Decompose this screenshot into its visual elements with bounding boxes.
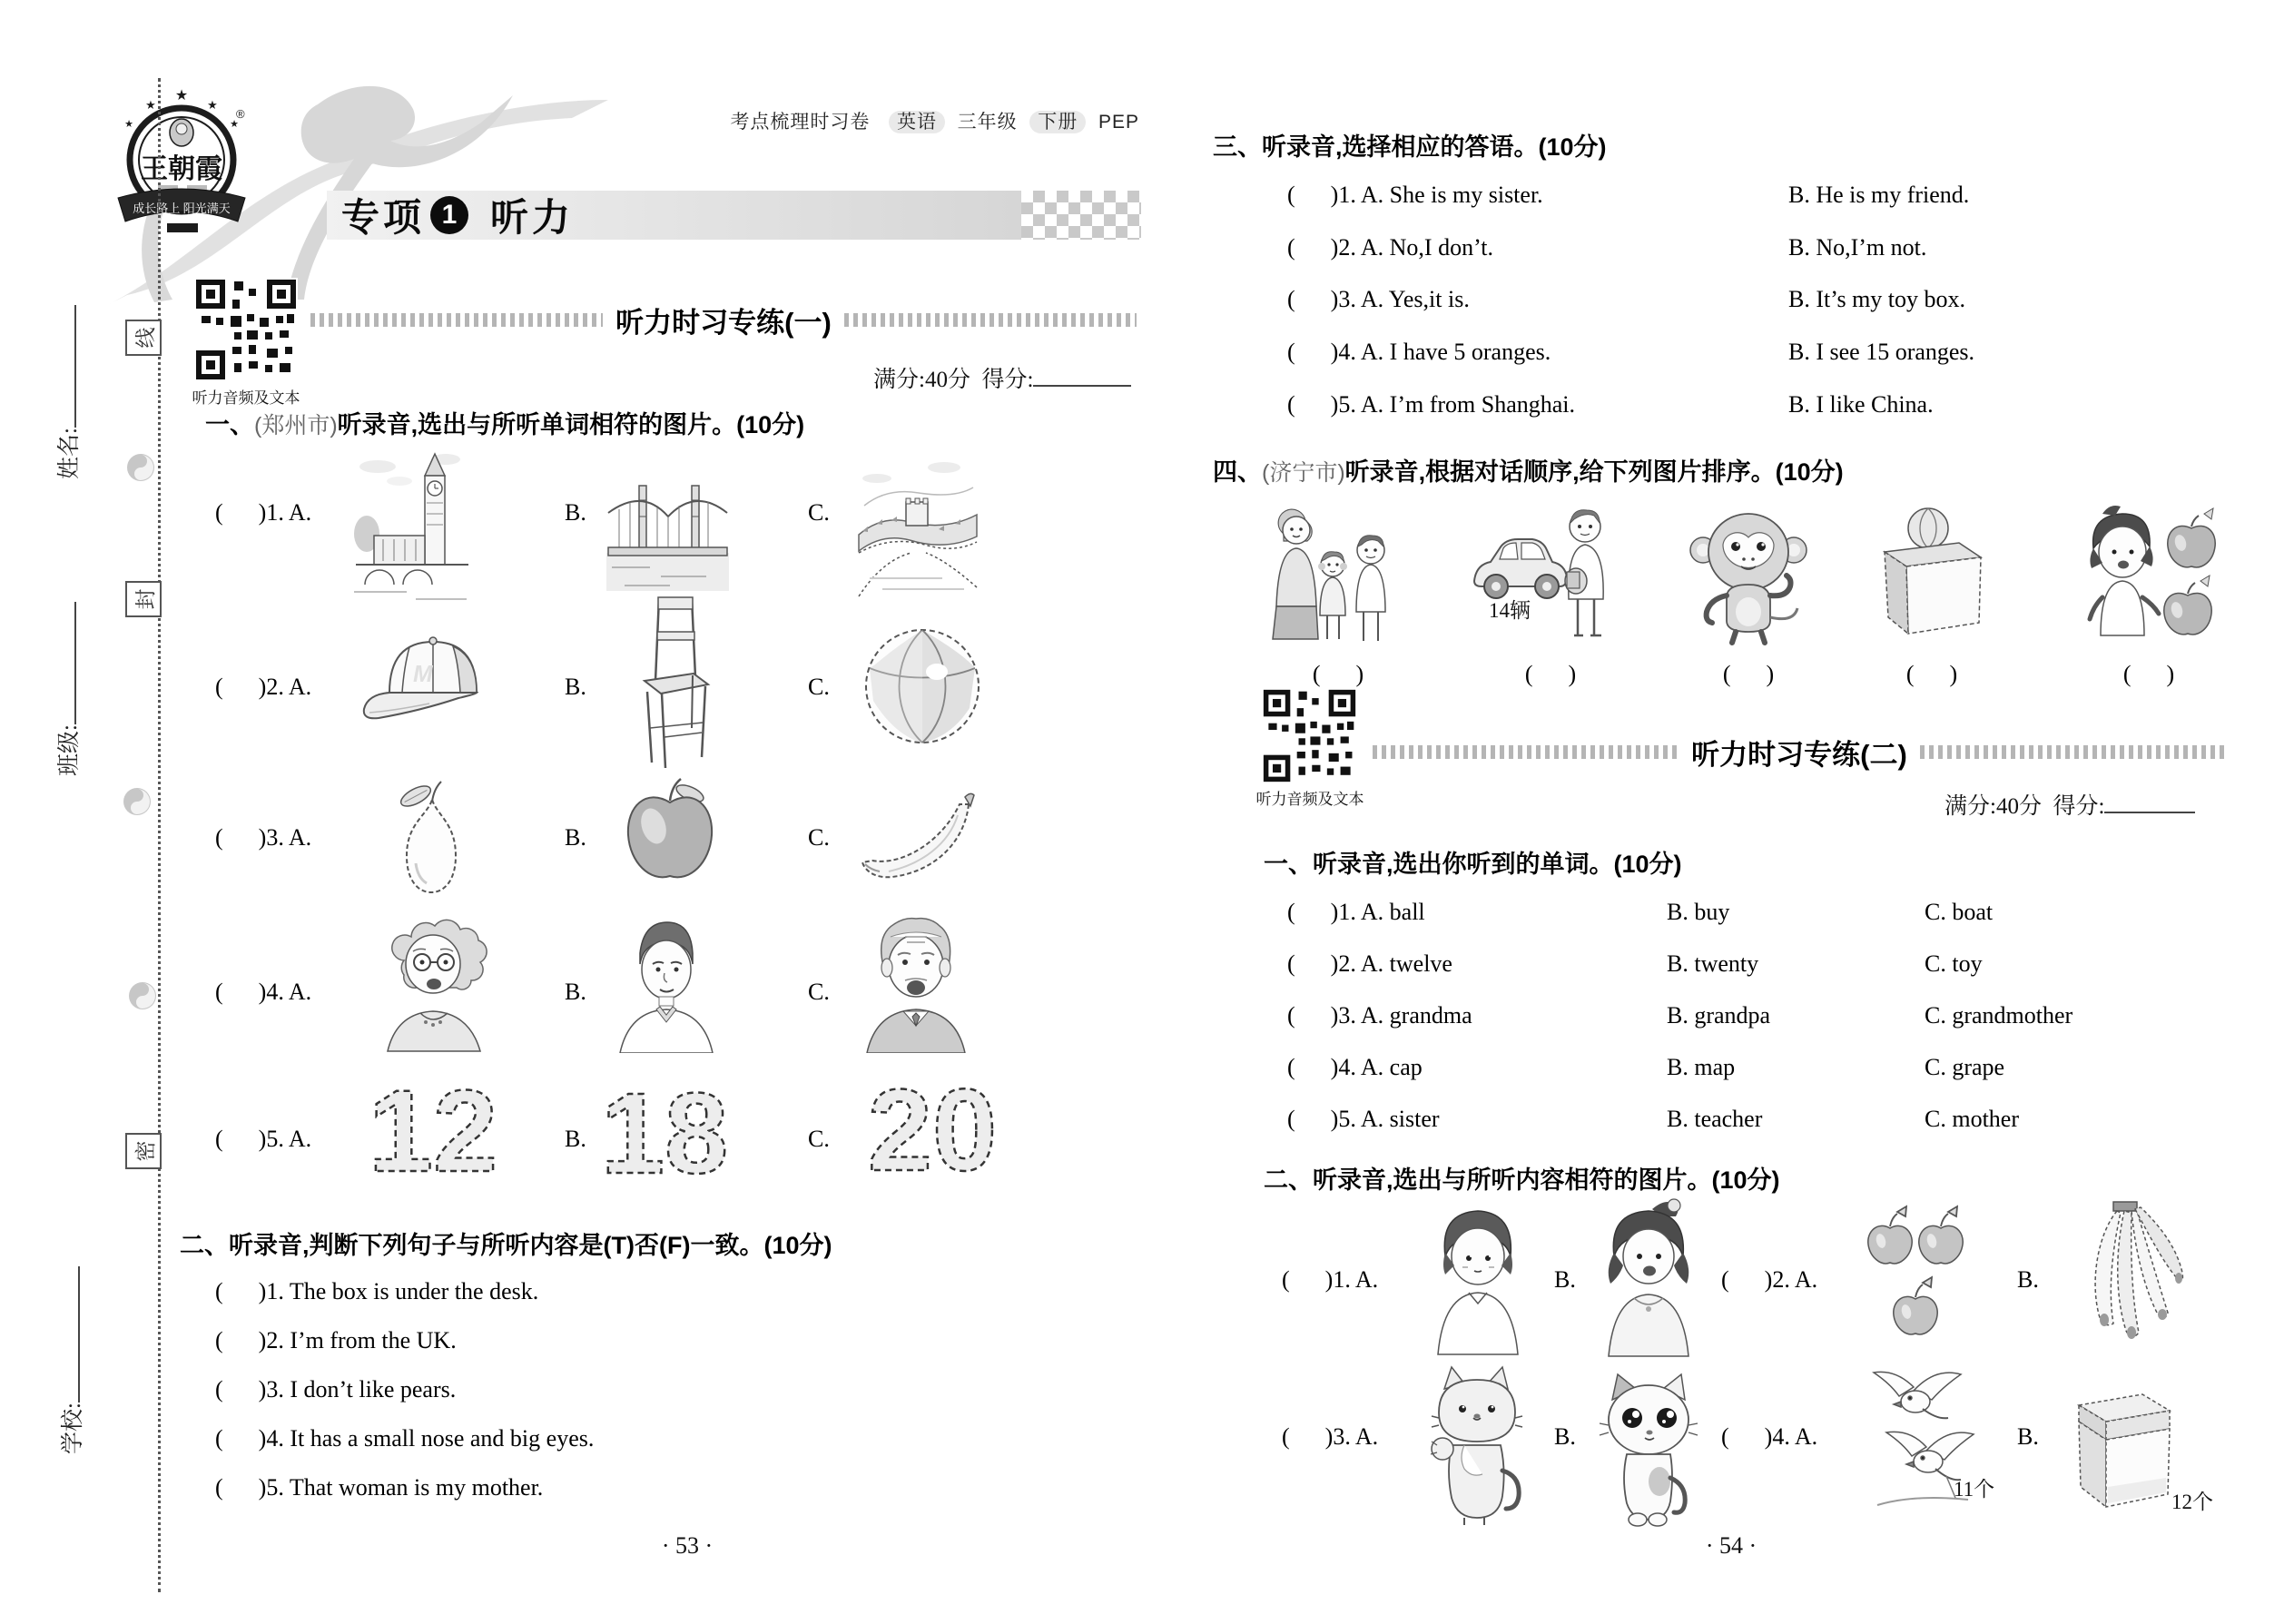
q3-heading: 三、听录音,选择相应的答语。(10分) [1213,133,1607,161]
chair-image [635,592,715,776]
checker-decoration [1021,191,1141,240]
q1-row4-b-label: B. [565,979,586,1005]
q1-source-city: (郑州市) [254,413,338,438]
q2-item1-label: ( )1. A. [1282,1266,1379,1293]
q4-answer-bracket: ( ) [1722,661,1775,687]
exam2-title: 听力时习专练(二) [1691,739,1907,771]
q2-item4-b-label: B. [2017,1423,2039,1450]
class-blank-line [56,602,76,724]
unit-label: 专项 [341,196,426,239]
q1-row1-label: ( )1. A. [215,499,312,526]
q2-item: ( )2. I’m from the UK. [215,1327,457,1353]
q4-heading: 四、(济宁市)听录音,根据对话顺序,给下列图片排序。(10分) [1213,458,1844,486]
qr-caption: 听力音频及文本 [1255,791,1364,808]
svg-text:★: ★ [124,119,133,130]
swirl-decoration [125,452,156,483]
q2-item1-b-label: B. [1554,1266,1576,1293]
qr-caption: 听力音频及文本 [192,389,300,407]
q1-row4-label: ( )4. A. [215,979,312,1005]
svg-text:18: 18 [600,1069,729,1197]
word-option-b: B. twenty [1667,950,1759,977]
ball-image [861,625,984,753]
name-blank-line [56,305,76,428]
q3-row-b: B. He is my friend. [1788,182,1970,208]
q3-row-b: B. It’s my toy box. [1788,286,1966,312]
page-header [690,107,1139,134]
bridge-image [606,458,729,599]
exam2-q1-heading: 一、听录音,选出你听到的单词。(10分) [1264,851,1682,878]
qr-code [1262,688,1357,783]
girl-and-apples-image [2075,499,2222,651]
page-number-right: · 54 · [1705,1532,1757,1559]
word-option-a: ( )2. A. twelve [1287,950,1452,977]
header-subject: 英语 [889,111,945,133]
unit-title-bar [327,191,1021,240]
exam2-q2-heading: 二、听录音,选出与所听内容相符的图片。(10分) [1264,1166,1780,1194]
girl-image [1598,1196,1702,1363]
exam1-score-line: 满分:40分 得分: [873,361,1131,394]
word-option-a: ( )5. A. sister [1287,1106,1440,1132]
stripe-decoration [310,313,603,327]
word-option-b: B. teacher [1667,1106,1763,1132]
q4-answer-bracket: ( ) [2122,661,2175,687]
number-20-image [844,1060,1021,1203]
swirl-decoration [122,786,153,817]
q1-row4-c-label: C. [808,979,830,1005]
svg-text:20: 20 [867,1066,998,1196]
student-school-field: 学校: [54,1266,87,1454]
box-count-label: 12个 [2171,1491,2213,1513]
exam2-score-line: 满分:40分 得分: [1944,788,2195,821]
q3-row-a: ( )2. A. No,I don’t. [1287,234,1494,261]
grandpa-image [858,910,974,1058]
q3-row-a: ( )3. A. Yes,it is. [1287,286,1470,312]
svg-text:12: 12 [368,1067,498,1196]
student-name-field: 姓名: [51,305,84,479]
stripe-decoration [844,313,1137,327]
q2-item2-b-label: B. [2017,1266,2039,1293]
exam1-heading-row [310,300,1137,340]
q4-answer-bracket: ( ) [1312,661,1364,687]
word-option-a: ( )4. A. cap [1287,1054,1423,1080]
q1-row1-b-label: B. [565,499,586,526]
seal-char-feng: 封 [125,581,162,617]
header-grade: 三年级 [957,112,1018,133]
q2-item2-label: ( )2. A. [1721,1266,1818,1293]
ball-in-box-image [1872,505,1992,650]
word-option-c: C. boat [1925,899,1994,925]
score-blank [1033,367,1131,387]
q3-row-a: ( )1. A. She is my sister. [1287,182,1543,208]
stripe-decoration [1920,745,2226,759]
word-option-c: C. toy [1925,950,1983,977]
svg-text:★: ★ [207,98,218,112]
bird-count-label: 11个 [1954,1478,1995,1501]
word-option-c: C. mother [1925,1106,2019,1132]
word-option-c: C. grandmother [1925,1002,2073,1029]
big-ben-image [352,447,472,615]
great-wall-image [855,451,980,603]
q2-item: ( )1. The box is under the desk. [215,1278,539,1304]
pear-image [389,776,472,901]
boy-image [1433,1200,1523,1361]
logo-tagline: 成长路上 阳光满天 [133,202,231,215]
kitten-image [1596,1369,1703,1532]
apple-image [619,773,721,894]
q1-row3-label: ( )3. A. [215,824,312,851]
number-12-image [350,1060,517,1206]
unit-title: 听力 [490,196,575,239]
q1-row3-c-label: C. [808,824,830,851]
q1-row5-b-label: B. [565,1126,586,1152]
seal-dotted-line [158,78,161,1592]
q1-row1-c-label: C. [808,499,830,526]
number-18-image [590,1064,740,1205]
father-image [613,917,720,1058]
svg-text:M: M [413,660,433,687]
word-option-a: ( )1. A. ball [1287,899,1425,925]
q4-answer-bracket: ( ) [1905,661,1958,687]
unit-number-badge: 1 [430,196,468,234]
seal-char-line: 线 [125,320,162,356]
birds-image [1859,1360,1991,1528]
q3-row-b: B. I see 15 oranges. [1788,339,1975,365]
car-and-boy-image [1469,505,1632,641]
header-edition: PEP [1098,112,1139,133]
q3-row-a: ( )5. A. I’m from Shanghai. [1287,391,1576,418]
page-number-left: · 53 · [661,1532,714,1559]
banana-image [858,788,978,894]
svg-text:★: ★ [145,98,156,112]
q2-item4-label: ( )4. A. [1721,1423,1818,1450]
qr-code [194,278,298,381]
three-apples-image [1863,1203,1970,1360]
monkey-image [1679,499,1817,651]
word-option-b: B. buy [1667,899,1730,925]
q3-row-b: B. I like China. [1788,391,1934,418]
header-book-title: 考点梳理时习卷 [730,112,871,133]
q4-answer-bracket: ( ) [1524,661,1577,687]
q2-item: ( )4. It has a small nose and big eyes. [215,1425,595,1452]
logo-brand-text: 王朝霞 [141,154,222,184]
q2-item: ( )5. That woman is my mother. [215,1474,544,1501]
student-class-field: 班级: [51,602,84,776]
box-image [2072,1378,2176,1517]
stripe-decoration [1373,745,1679,759]
cap-image [357,622,493,743]
q1-row5-c-label: C. [808,1126,830,1152]
seal-char-mi: 密 [125,1133,162,1169]
word-option-c: C. grape [1925,1054,2005,1080]
q1-heading: 一、(郑州市)听录音,选出与所听单词相符的图片。(10分) [205,411,805,438]
svg-text:★: ★ [174,88,189,103]
q1-row2-b-label: B. [565,674,586,700]
svg-text:★: ★ [230,119,239,130]
car-count-label: 14辆 [1489,599,1531,622]
word-option-a: ( )3. A. grandma [1287,1002,1472,1029]
q3-row-b: B. No,I’m not. [1788,234,1927,261]
swirl-decoration [127,980,158,1011]
q1-row3-b-label: B. [565,824,586,851]
big-cat-image [1421,1362,1534,1534]
q1-row2-c-label: C. [808,674,830,700]
exam1-title: 听力时习专练(一) [615,307,832,339]
bananas-image [2063,1196,2185,1364]
score-blank [2104,793,2195,813]
q4-source-city: (济宁市) [1262,460,1345,486]
q1-row2-label: ( )2. A. [215,674,312,700]
registered-mark: ® [236,107,245,121]
q3-row-a: ( )4. A. I have 5 oranges. [1287,339,1551,365]
exam2-heading-row [1373,732,2226,773]
header-volume: 下册 [1029,111,1086,133]
q2-item: ( )3. I don’t like pears. [215,1376,457,1403]
q2-item3-b-label: B. [1554,1423,1576,1450]
word-option-b: B. map [1667,1054,1736,1080]
publisher-logo [107,80,257,234]
q2-heading: 二、听录音,判断下列句子与所听内容是(T)否(F)一致。(10分) [180,1232,832,1259]
grandma-image [377,906,490,1058]
q1-row5-label: ( )5. A. [215,1126,312,1152]
q2-item3-label: ( )3. A. [1282,1423,1379,1450]
family-image [1264,497,1413,649]
school-blank-line [60,1266,80,1403]
word-option-b: B. grandpa [1667,1002,1771,1029]
